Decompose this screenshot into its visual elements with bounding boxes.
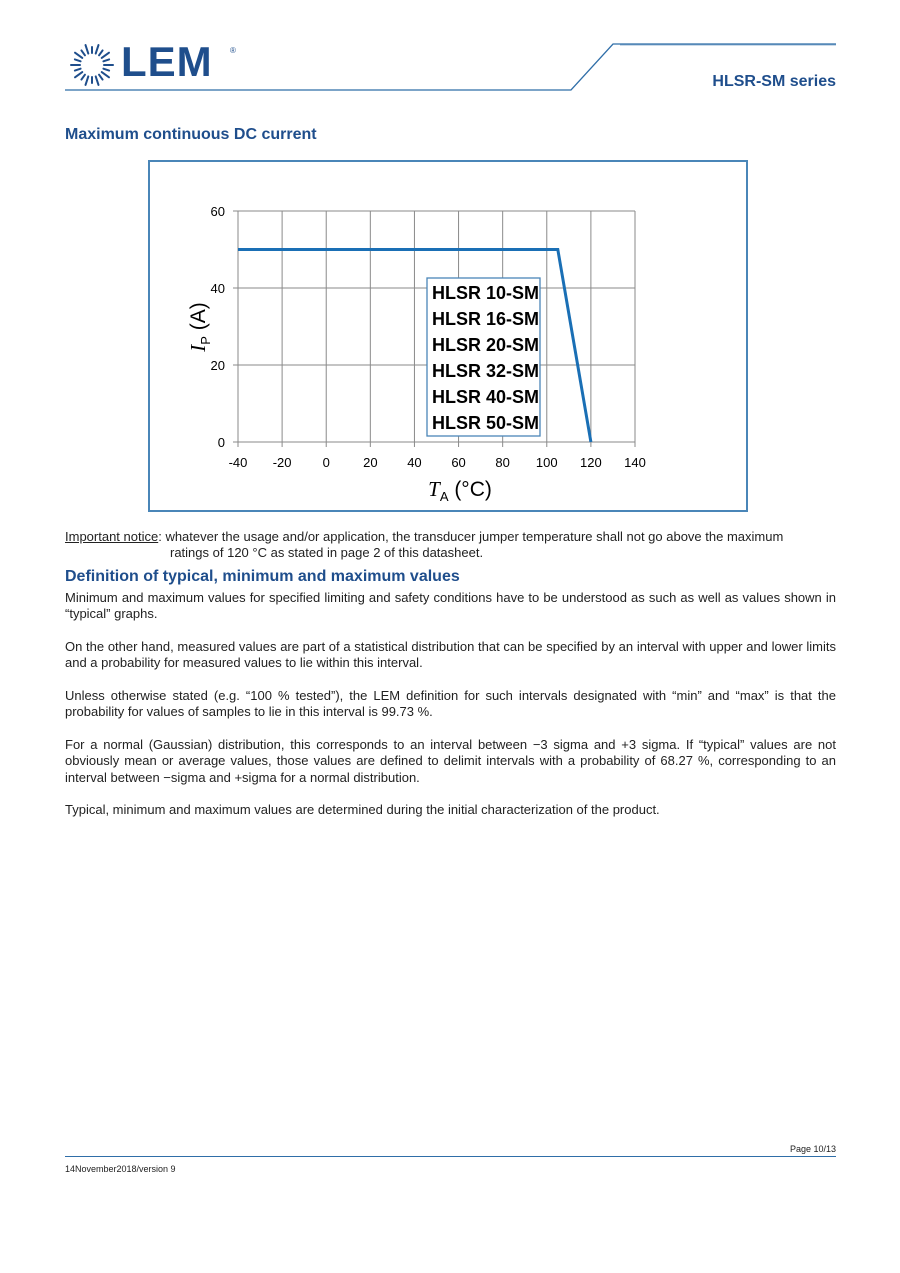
logo-ray [75,59,81,61]
series-title: HLSR-SM series [712,73,836,90]
paragraph: On the other hand, measured values are part of a statistical distribution that can be specified by an interval with upper and lower limits and a probability for measured values to lie within this interval. [65,639,836,671]
registered-mark: ® [230,46,236,55]
logo-ray [103,69,109,71]
y-tick-label: 40 [210,281,225,296]
x-tick-label: 100 [535,455,558,470]
logo-ray [99,75,103,80]
paragraph: Typical, minimum and maximum values are determined during the initial characterization of the product. [65,802,660,817]
x-tick-label: 80 [495,455,510,470]
page-number: Page 10/13 [789,1144,836,1154]
x-tick-label: -20 [272,455,292,470]
logo-ray [96,45,99,54]
notice-label: Important notice [65,529,159,544]
legend-entry: HLSR 50-SM [432,413,540,433]
logo-ray [99,50,103,55]
notice-text-1: : whatever the usage and/or application, the transducer jumper temperature shall not go above the maximum [158,529,784,544]
logo-ray [75,72,82,77]
lem-logo-icon [71,45,113,85]
logo-ray [86,45,89,54]
logo-ray [81,75,85,80]
page-header [0,0,900,100]
logo-ray [81,50,85,55]
paragraph: Unless otherwise stated (e.g. “100 % tested”), the LEM definition for such intervals designated with “min” and “max” is that the probability for values of samples to lie in this interval is 99.73 %. [65,688,836,720]
logo-ray [86,76,89,85]
x-axis-label: $T_A$ (°C) [428,477,492,504]
paragraph: Minimum and maximum values for specified limiting and safety conditions have to be understood as such as well as values shown in “typical” graphs. [65,590,836,622]
logo-ray [75,53,82,58]
logo-ray [75,69,81,71]
footer-date-version: 14November2018/version 9 [65,1164,176,1174]
logo-ray [103,59,109,61]
y-tick-label: 0 [217,435,225,450]
legend-entry: HLSR 20-SM [432,335,540,355]
x-tick-label: 0 [322,455,330,470]
logo-ray [96,76,99,85]
x-tick-label: -40 [228,455,248,470]
logo-ray [102,72,109,77]
x-tick-label: 140 [624,455,646,470]
legend-entry: HLSR 10-SM [432,283,540,303]
footer-rule [65,1156,836,1157]
y-tick-label: 60 [210,204,225,219]
notice-text-2: ratings of 120 °C as stated in page 2 of this datasheet. [170,545,484,560]
section-title-max-current: Maximum continuous DC current [65,126,317,143]
paragraph: For a normal (Gaussian) distribution, this corresponds to an interval between −3 sigma and +3 sigma. If “typical” values are not obviously mean or average values, those values are defined to delimit intervals with a probability of 68.27 %, corresponding to an interval between −sigma and +sigma for a normal distribution. [65,737,836,785]
logo-ray [102,53,109,58]
x-tick-label: 20 [363,455,378,470]
x-tick-label: 60 [451,455,466,470]
x-tick-label: 40 [407,455,422,470]
section-title-definitions: Definition of typical, minimum and maximum values [65,568,460,585]
logo-text: LEM [121,38,213,85]
legend-entry: HLSR 32-SM [432,361,540,381]
legend-entry: HLSR 40-SM [432,387,540,407]
x-tick-label: 120 [580,455,602,470]
important-notice [65,529,836,545]
legend-entry: HLSR 16-SM [432,309,540,329]
chart-frame [148,160,748,512]
y-tick-label: 20 [210,358,225,373]
derating-chart [150,162,746,510]
y-axis-label: $I_P$ (A) [186,302,213,352]
